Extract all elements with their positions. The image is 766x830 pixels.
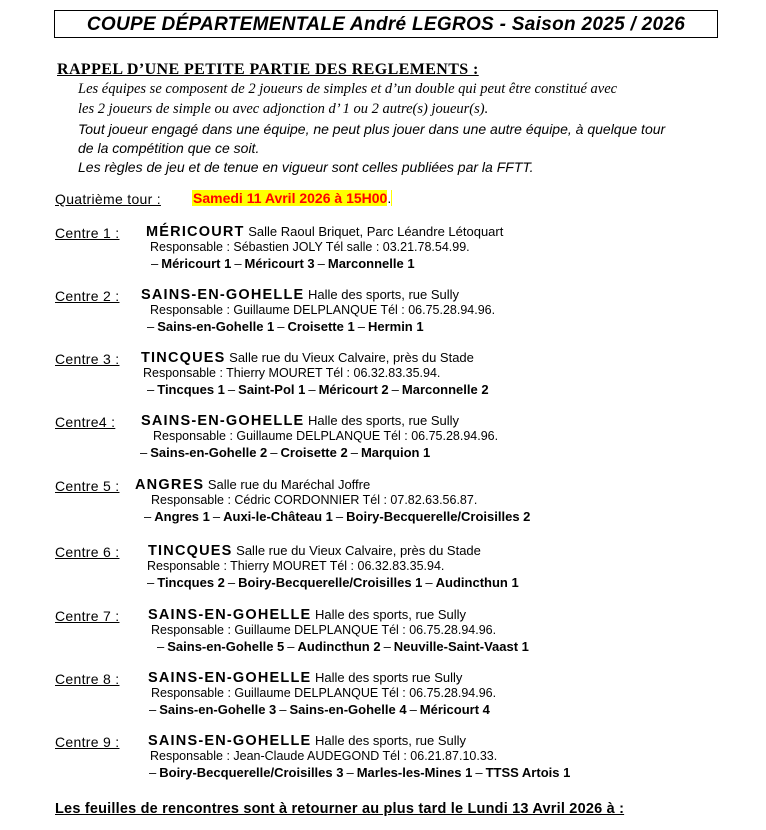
centre-teams bbox=[137, 445, 430, 460]
centre-label: Centre4 : bbox=[55, 414, 116, 430]
team-name: Croisette 1 bbox=[287, 319, 355, 334]
centre-responsable: Responsable : Guillaume DELPLANQUE Tél : 06.75.28.94.96. bbox=[150, 303, 496, 317]
team-separator: – bbox=[147, 319, 155, 334]
team-name: Marconnelle 2 bbox=[401, 382, 489, 397]
centre-place bbox=[141, 350, 474, 366]
centre-label: Centre 7 : bbox=[55, 608, 120, 624]
centre-venue: Halle des sports, rue Sully bbox=[308, 287, 460, 302]
centre-block bbox=[55, 544, 755, 604]
team-separator: – bbox=[350, 445, 358, 460]
rule-line-5: Les règles de jeu et de tenue en vigueur sont celles publiées par la FFTT. bbox=[78, 159, 534, 175]
page-title: COUPE DÉPARTEMENTALE André LEGROS - Saison 2025 / 2026 bbox=[86, 14, 686, 35]
team-separator: – bbox=[144, 509, 152, 524]
team-name: Sains-en-Gohelle 5 bbox=[167, 639, 285, 654]
team-separator: – bbox=[357, 319, 365, 334]
centre-place bbox=[141, 287, 459, 303]
centre-town: SAINS-EN-GOHELLE bbox=[148, 607, 312, 623]
team-name: Marles-les-Mines 1 bbox=[356, 765, 473, 780]
team-name: Angres 1 bbox=[154, 509, 210, 524]
team-name: Tincques 1 bbox=[157, 382, 225, 397]
centre-teams bbox=[144, 382, 489, 397]
centre-block bbox=[55, 671, 755, 731]
rule-line-1: Les équipes se composent de 2 joueurs de simples et d’un double qui peut être constitué avec bbox=[78, 81, 618, 97]
team-name: Neuville-Saint-Vaast 1 bbox=[393, 639, 529, 654]
centre-responsable: Responsable : Cédric CORDONNIER Tél : 07.82.63.56.87. bbox=[151, 493, 478, 507]
team-name: TTSS Artois 1 bbox=[485, 765, 571, 780]
team-name: Méricourt 1 bbox=[161, 256, 232, 271]
team-name: Sains-en-Gohelle 3 bbox=[159, 702, 277, 717]
team-separator: – bbox=[149, 765, 157, 780]
team-separator: – bbox=[279, 702, 287, 717]
rules-heading: RAPPEL D’UNE PETITE PARTIE DES REGLEMENTS : bbox=[57, 61, 479, 78]
rule-line-2: les 2 joueurs de simple ou avec adjonction d’ 1 ou 2 autre(s) joueur(s). bbox=[78, 101, 489, 117]
centre-venue: Halle des sports, rue Sully bbox=[315, 607, 467, 622]
centre-responsable: Responsable : Sébastien JOLY Tél salle : 03.21.78.54.99. bbox=[150, 240, 470, 254]
centre-block bbox=[55, 288, 755, 348]
team-separator: – bbox=[227, 575, 236, 590]
centre-label: Centre 3 : bbox=[55, 351, 120, 367]
team-separator: – bbox=[140, 445, 148, 460]
team-name: Saint-Pol 1 bbox=[238, 382, 306, 397]
centre-place bbox=[141, 413, 459, 429]
team-separator: – bbox=[409, 702, 417, 717]
team-name: Méricourt 2 bbox=[318, 382, 389, 397]
team-name: Croisette 2 bbox=[280, 445, 348, 460]
centre-block bbox=[55, 225, 755, 285]
centre-responsable: Responsable : Guillaume DELPLANQUE Tél : 06.75.28.94.96. bbox=[153, 429, 499, 443]
centre-town: SAINS-EN-GOHELLE bbox=[148, 733, 312, 749]
centre-responsable: Responsable : Thierry MOURET Tél : 06.32.83.35.94. bbox=[143, 366, 441, 380]
team-name: Boiry-Becquerelle/Croisilles 3 bbox=[159, 765, 344, 780]
centre-venue: Salle Raoul Briquet, Parc Léandre Létoquart bbox=[248, 224, 504, 239]
team-separator: – bbox=[317, 256, 325, 271]
title-box bbox=[54, 10, 718, 38]
team-name: Boiry-Becquerelle/Croisilles 2 bbox=[346, 509, 531, 524]
rule-line-4: de la compétition que ce soit. bbox=[78, 140, 260, 156]
team-name: Audincthun 2 bbox=[297, 639, 381, 654]
centre-town: ANGRES bbox=[135, 477, 205, 493]
team-separator: – bbox=[149, 702, 157, 717]
centre-town: SAINS-EN-GOHELLE bbox=[141, 287, 305, 303]
centre-place bbox=[148, 543, 481, 559]
team-name: Boiry-Becquerelle/Croisilles 1 bbox=[238, 575, 423, 590]
centre-teams bbox=[148, 256, 415, 271]
centre-label: Centre 1 : bbox=[55, 225, 120, 241]
team-separator: – bbox=[287, 639, 295, 654]
team-separator: – bbox=[391, 382, 399, 397]
centre-teams bbox=[146, 765, 570, 780]
team-name: Marquion 1 bbox=[360, 445, 431, 460]
team-name: Méricourt 3 bbox=[244, 256, 315, 271]
rule-line-3: Tout joueur engagé dans une équipe, ne peut plus jouer dans une autre équipe, à quelque tour bbox=[78, 121, 666, 137]
centre-responsable: Responsable : Jean-Claude AUDEGOND Tél : 06.21.87.10.33. bbox=[150, 749, 498, 763]
team-name: Marconnelle 1 bbox=[327, 256, 415, 271]
centre-place bbox=[148, 733, 466, 749]
centre-teams bbox=[144, 319, 424, 334]
centre-teams bbox=[144, 575, 519, 590]
round-date: Samedi 11 Avril 2026 à 15H00. bbox=[193, 190, 392, 206]
team-name: Méricourt 4 bbox=[419, 702, 490, 717]
centre-label: Centre 9 : bbox=[55, 734, 120, 750]
centre-town: SAINS-EN-GOHELLE bbox=[141, 413, 305, 429]
team-name: Auxi-le-Château 1 bbox=[223, 509, 333, 524]
team-separator: – bbox=[335, 509, 344, 524]
centre-town: TINCQUES bbox=[148, 543, 233, 559]
centre-venue: Halle des sports, rue Sully bbox=[315, 733, 467, 748]
centre-venue: Salle rue du Vieux Calvaire, près du Stade bbox=[229, 350, 474, 365]
team-separator: – bbox=[475, 765, 483, 780]
team-separator: – bbox=[425, 575, 433, 590]
centre-label: Centre 5 : bbox=[55, 478, 120, 494]
centre-label: Centre 2 : bbox=[55, 288, 120, 304]
team-separator: – bbox=[277, 319, 285, 334]
team-separator: – bbox=[270, 445, 278, 460]
team-name: Tincques 2 bbox=[157, 575, 225, 590]
centre-teams bbox=[154, 639, 529, 654]
round-line bbox=[55, 190, 392, 207]
team-name: Sains-en-Gohelle 2 bbox=[150, 445, 268, 460]
centre-label: Centre 8 : bbox=[55, 671, 120, 687]
team-name: Hermin 1 bbox=[367, 319, 424, 334]
team-separator: – bbox=[151, 256, 159, 271]
centre-label: Centre 6 : bbox=[55, 544, 120, 560]
centre-town: MÉRICOURT bbox=[146, 224, 245, 240]
centre-venue: Halle des sports rue Sully bbox=[315, 670, 463, 685]
centre-venue: Salle rue du Maréchal Joffre bbox=[207, 477, 371, 492]
footer-note: Les feuilles de rencontres sont à retourner au plus tard le Lundi 13 Avril 2026 à : bbox=[55, 801, 625, 817]
round-label: Quatrième tour : bbox=[55, 191, 161, 207]
centre-block bbox=[55, 478, 755, 538]
team-name: Sains-en-Gohelle 1 bbox=[157, 319, 275, 334]
team-separator: – bbox=[346, 765, 354, 780]
centre-responsable: Responsable : Guillaume DELPLANQUE Tél : 06.75.28.94.96. bbox=[151, 623, 497, 637]
centre-town: TINCQUES bbox=[141, 350, 226, 366]
centre-place bbox=[148, 607, 466, 623]
team-separator: – bbox=[234, 256, 242, 271]
centre-block bbox=[55, 414, 755, 474]
team-separator: – bbox=[147, 382, 155, 397]
centre-block bbox=[55, 351, 755, 411]
team-separator: – bbox=[383, 639, 391, 654]
team-name: Audincthun 1 bbox=[435, 575, 519, 590]
centre-town: SAINS-EN-GOHELLE bbox=[148, 670, 312, 686]
centre-block bbox=[55, 608, 755, 668]
centre-block bbox=[55, 734, 755, 794]
centre-responsable: Responsable : Guillaume DELPLANQUE Tél : 06.75.28.94.96. bbox=[151, 686, 497, 700]
centre-venue: Salle rue du Vieux Calvaire, près du Stade bbox=[236, 543, 481, 558]
centre-place bbox=[146, 224, 503, 240]
centre-venue: Halle des sports, rue Sully bbox=[308, 413, 460, 428]
centre-place bbox=[135, 477, 370, 493]
team-separator: – bbox=[157, 639, 165, 654]
team-separator: – bbox=[147, 575, 155, 590]
centre-responsable: Responsable : Thierry MOURET Tél : 06.32.83.35.94. bbox=[147, 559, 445, 573]
centre-place bbox=[148, 670, 462, 686]
team-separator: – bbox=[212, 509, 221, 524]
centre-teams bbox=[146, 702, 490, 717]
team-separator: – bbox=[227, 382, 236, 397]
team-separator: – bbox=[308, 382, 316, 397]
centre-teams bbox=[141, 509, 530, 524]
team-name: Sains-en-Gohelle 4 bbox=[289, 702, 407, 717]
